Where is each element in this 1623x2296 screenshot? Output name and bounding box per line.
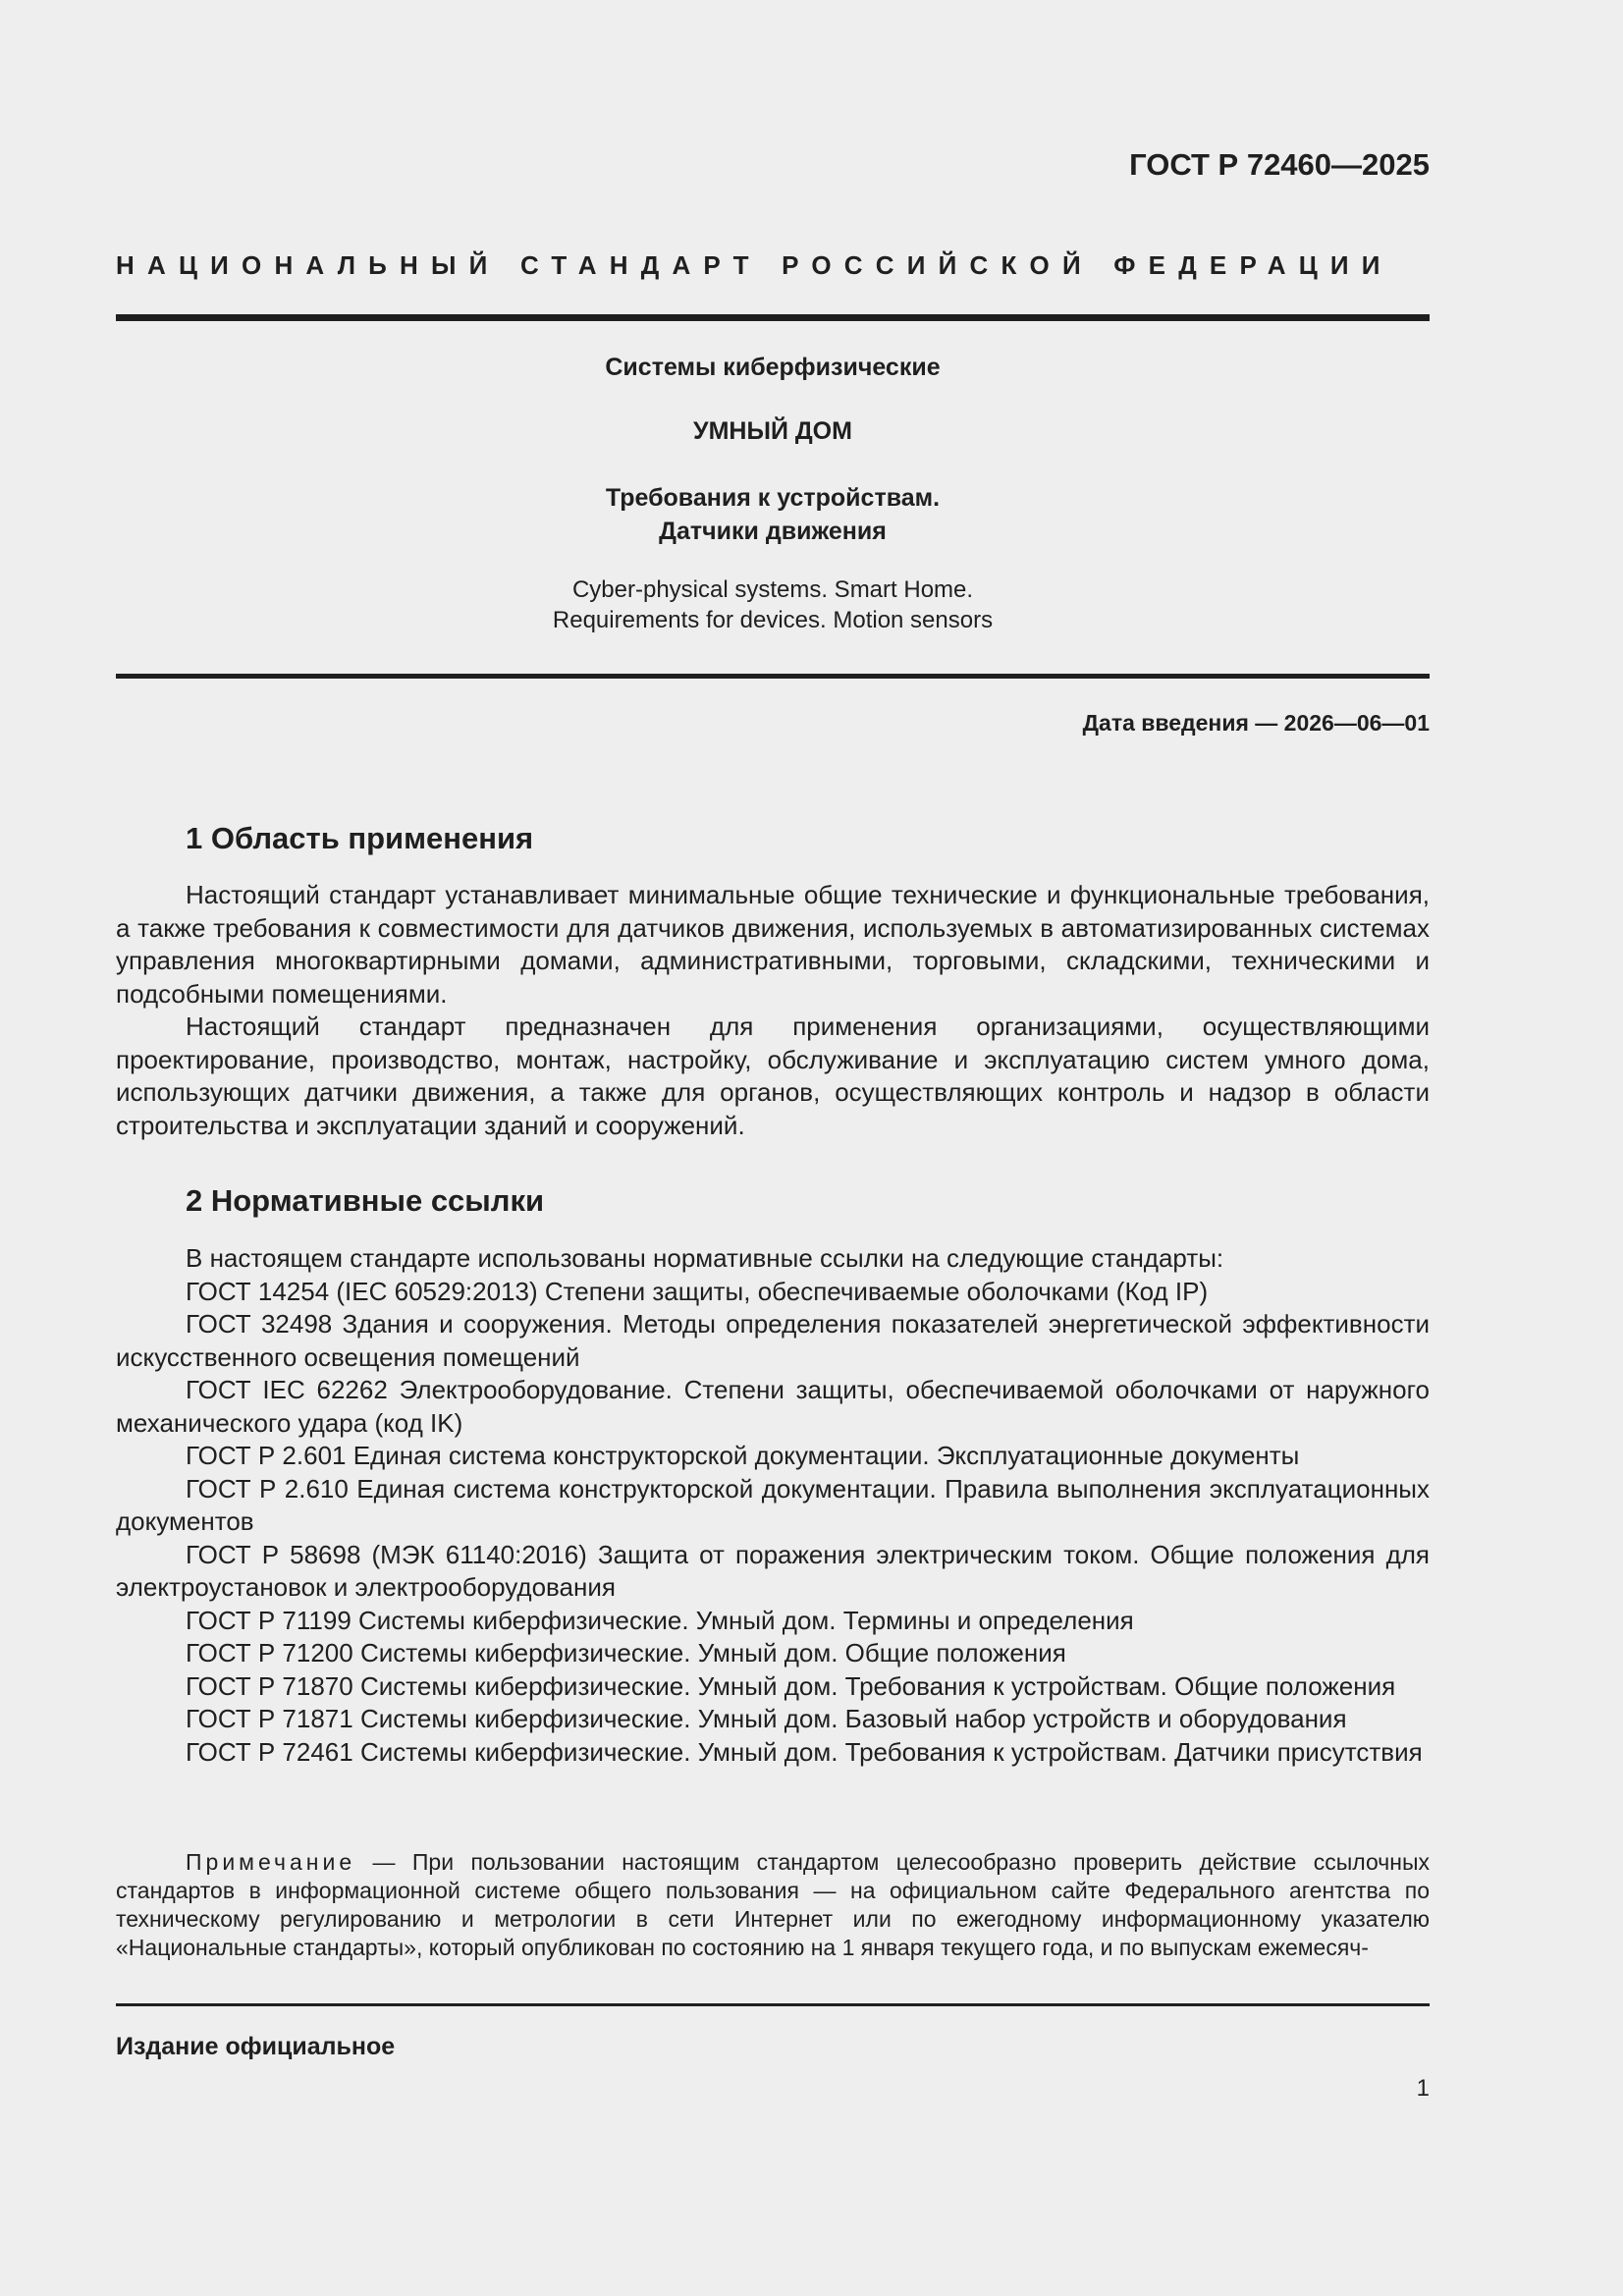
english-title-b: Requirements for devices. Motion sensors bbox=[552, 607, 994, 633]
gost-code: ГОСТ Р 72460—2025 bbox=[1129, 147, 1430, 182]
national-standard-heading: НАЦИОНАЛЬНЫЙ СТАНДАРТ РОССИЙСКОЙ ФЕДЕРАЦИИ bbox=[116, 250, 1393, 280]
reference-item: ГОСТ Р 2.610 Единая система конструкторской документации. Правила выполнения эксплуатационных документов bbox=[116, 1473, 1430, 1536]
note bbox=[116, 1848, 1430, 1962]
title-line-3b: Датчики движения bbox=[659, 518, 887, 545]
section-1-paragraph-1: Настоящий стандарт устанавливает минимальные общие технические и функциональные требования, а также требования к совместимости для датчиков движения, используемых в автоматизированных системах управления многоквартирными домами, административными, торговыми, складскими, техническими и подсобными помещениями. bbox=[116, 880, 1430, 1009]
reference-item: ГОСТ Р 71871 Системы киберфизические. Умный дом. Базовый набор устройств и оборудования bbox=[186, 1704, 1347, 1733]
reference-item: ГОСТ Р 71200 Системы киберфизические. Умный дом. Общие положения bbox=[186, 1638, 1066, 1667]
section-1-heading: 1 Область применения bbox=[186, 821, 534, 855]
note-paragraph bbox=[116, 1848, 1430, 1962]
reference-item: ГОСТ 14254 (IEC 60529:2013) Степени защиты, обеспечиваемые оболочками (Код IP) bbox=[186, 1276, 1209, 1306]
reference-item: ГОСТ Р 71870 Системы киберфизические. Умный дом. Требования к устройствам. Общие положения bbox=[186, 1670, 1396, 1701]
top-rule bbox=[116, 314, 1430, 321]
reference-item: ГОСТ Р 71199 Системы киберфизические. Умный дом. Термины и определения bbox=[186, 1605, 1134, 1635]
note-text: — При пользовании настоящим стандартом целесообразно проверить действие ссылочных стандартов в информационной системе общего пользования — на официальном сайте Федерального агентства по техническому регулированию и метрологии в сети Интернет или по ежегодному информационному указателю «Национальные стандарты», который опубликован по состоянию на 1 января текущего года, и по выпускам ежемесяч- bbox=[116, 1849, 1430, 1960]
section-1-paragraph-2: Настоящий стандарт предназначен для применения организациями, осуществляющими проектирование, производство, монтаж, настройку, обслуживание и эксплуатацию систем умного дома, использующих датчики движения, а также для органов, осуществляющих контроль и надзор в области строительства и эксплуатации зданий и сооружений. bbox=[116, 1011, 1430, 1140]
reference-item: ГОСТ IEC 62262 Электрооборудование. Степени защиты, обеспечиваемой оболочками от наружного механического удара (код IK) bbox=[116, 1375, 1430, 1438]
official-edition: Издание официальное bbox=[116, 2033, 396, 2060]
footer-rule bbox=[116, 2003, 1430, 2006]
reference-item: ГОСТ 32498 Здания и сооружения. Методы определения показателей энергетической эффективности искусственного освещения помещений bbox=[116, 1309, 1430, 1372]
reference-item: ГОСТ Р 72461 Системы киберфизические. Умный дом. Требования к устройствам. Датчики присутствия bbox=[186, 1736, 1423, 1767]
references-list bbox=[116, 1276, 1430, 1770]
section-2-intro: В настоящем стандарте использованы нормативные ссылки на следующие стандарты: bbox=[186, 1243, 1224, 1273]
section-2-heading: 2 Нормативные ссылки bbox=[186, 1183, 545, 1218]
title-rule bbox=[116, 674, 1430, 679]
reference-item: ГОСТ Р 58698 (МЭК 61140:2016) Защита от поражения электрическим током. Общие положения для электроустановок и электрооборудования bbox=[116, 1539, 1430, 1602]
reference-item: ГОСТ Р 2.601 Единая система конструкторской документации. Эксплуатационные документы bbox=[186, 1441, 1300, 1470]
title-line-1: Системы киберфизические bbox=[605, 354, 941, 381]
section-2-body bbox=[116, 1242, 1430, 1769]
introduction-date: Дата введения — 2026—06—01 bbox=[1082, 710, 1430, 736]
english-title-a: Cyber-physical systems. Smart Home. bbox=[571, 576, 974, 603]
section-1-body bbox=[116, 879, 1430, 1142]
note-label: Примечание bbox=[186, 1849, 356, 1875]
page-number: 1 bbox=[1416, 2075, 1430, 2102]
title-line-3 bbox=[116, 481, 1430, 548]
english-title bbox=[116, 574, 1430, 635]
title-line-3a: Требования к устройствам. bbox=[605, 484, 941, 512]
title-line-2: УМНЫЙ ДОМ bbox=[693, 417, 852, 445]
